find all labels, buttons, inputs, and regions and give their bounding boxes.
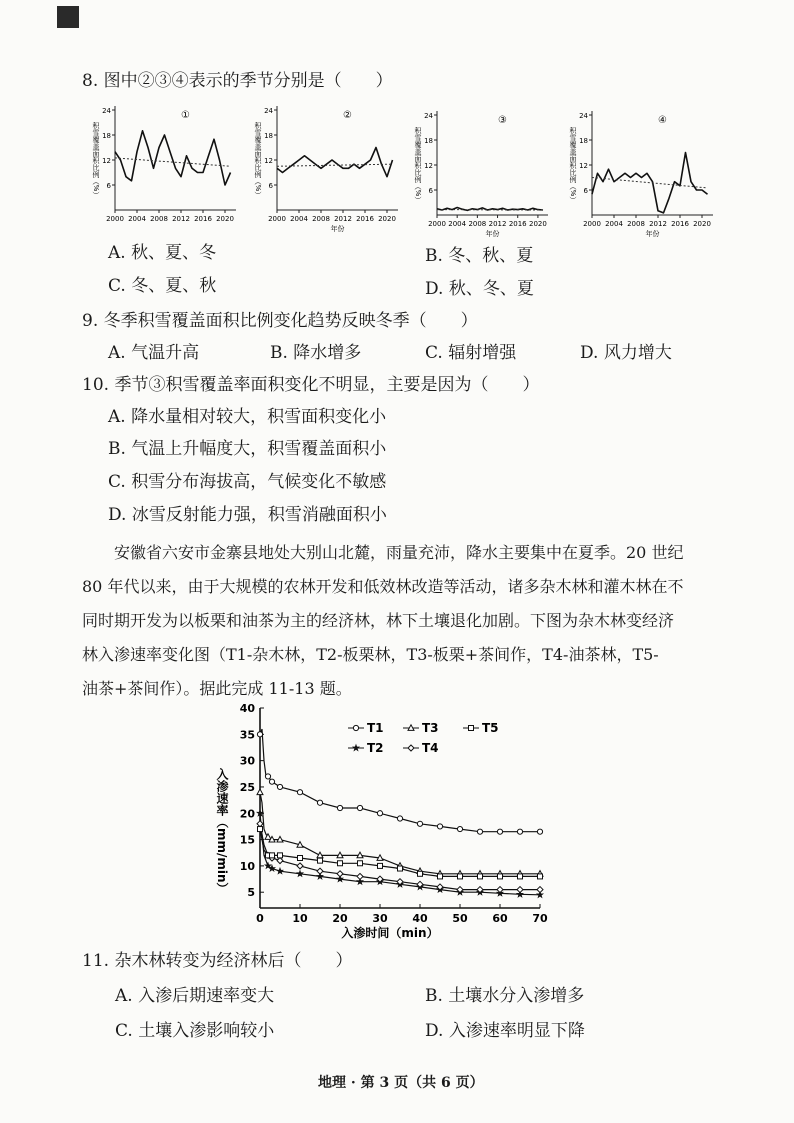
- data-point-t5: [398, 866, 403, 871]
- panel-label: ④: [658, 115, 667, 126]
- data-point-t1: [517, 829, 522, 834]
- data-point-t5: [298, 856, 303, 861]
- y-axis-label: 入渗速率（mm/min）: [215, 768, 229, 895]
- data-point-t5: [438, 874, 443, 879]
- data-point-t5: [338, 861, 343, 866]
- x-tick-label: 70: [532, 912, 548, 925]
- page-footer: 地理 · 第 3 页（共 6 页）: [318, 1075, 484, 1091]
- y-tick-label: 30: [239, 754, 255, 768]
- reading-passage: [82, 536, 722, 706]
- series-line: [115, 131, 231, 185]
- x-tick-label: 2012: [334, 215, 352, 223]
- data-point-t4: [257, 821, 263, 827]
- x-axis-label: 年份: [330, 225, 345, 233]
- x-tick-label: 2000: [583, 220, 601, 228]
- data-point-t3: [257, 789, 263, 795]
- legend-marker: [408, 745, 414, 751]
- passage-line: 油茶+茶间作）。据此完成 11-13 题。: [82, 679, 352, 698]
- legend-label: T1: [367, 721, 384, 735]
- y-axis-label: 积雪覆盖面积比例（%）: [414, 126, 422, 204]
- data-point-t4: [317, 868, 323, 874]
- data-point-t5: [418, 871, 423, 876]
- q9-option-a[interactable]: A. 气温升高: [108, 343, 200, 363]
- y-tick-label: 20: [239, 807, 255, 821]
- data-point-t5: [278, 853, 283, 858]
- data-point-t1: [265, 774, 270, 779]
- x-axis-label: 入渗时间（min）: [341, 926, 439, 940]
- x-tick-label: 2008: [312, 215, 330, 223]
- y-tick-label: 12: [102, 157, 111, 165]
- x-tick-label: 2012: [488, 220, 507, 228]
- x-tick-label: 2016: [356, 215, 374, 223]
- q8-option-a[interactable]: A. 秋、夏、冬: [108, 243, 217, 263]
- x-tick-label: 2016: [194, 215, 212, 223]
- data-point-t1: [497, 829, 502, 834]
- data-point-t1: [457, 826, 462, 831]
- x-tick-label: 2020: [216, 215, 234, 223]
- passage-line: 80 年代以来，由于大规模的农林开发和低效林改造等活动，诸多杂木林和灌木林在不: [82, 577, 684, 596]
- y-tick-label: 35: [239, 728, 255, 742]
- legend-label: T3: [422, 721, 439, 735]
- data-point-t5: [258, 827, 263, 832]
- x-tick-label: 2004: [448, 220, 467, 228]
- y-tick-label: 24: [264, 107, 273, 115]
- x-tick-label: 2008: [468, 220, 487, 228]
- q9-option-b[interactable]: B. 降水增多: [270, 343, 362, 363]
- x-tick-label: 2004: [290, 215, 308, 223]
- y-tick-label: 15: [239, 833, 255, 847]
- legend-marker: [469, 726, 474, 731]
- data-point-t4: [517, 887, 523, 893]
- data-point-t1: [377, 811, 382, 816]
- data-point-t5: [318, 858, 323, 863]
- question-8-stem: 8. 图中②③④表示的季节分别是（ ）: [82, 71, 393, 91]
- data-point-t1: [277, 784, 282, 789]
- x-tick-label: 2000: [268, 215, 286, 223]
- y-tick-label: 12: [264, 157, 273, 165]
- y-tick-label: 18: [102, 132, 111, 140]
- data-point-t2: [277, 868, 283, 874]
- data-point-t5: [458, 874, 463, 879]
- q11-option-c[interactable]: C. 土壤入渗影响较小: [115, 1021, 275, 1041]
- y-tick-label: 40: [239, 702, 255, 715]
- q11-option-a[interactable]: A. 入渗后期速率变大: [115, 986, 275, 1006]
- question-10-stem: 10. 季节③积雪覆盖率面积变化不明显，主要是因为（ ）: [82, 375, 540, 395]
- legend-label: T5: [482, 721, 499, 735]
- data-point-t4: [337, 871, 343, 877]
- q10-option-d[interactable]: D. 冰雪反射能力强，积雪消融面积小: [108, 505, 387, 525]
- legend-marker: [353, 725, 358, 730]
- x-tick-label: 2000: [428, 220, 446, 228]
- x-axis-label: 年份: [645, 230, 660, 238]
- data-point-t1: [269, 779, 274, 784]
- panel-label: ③: [498, 115, 507, 126]
- y-tick-label: 24: [102, 107, 111, 115]
- x-tick-label: 2008: [627, 220, 645, 228]
- y-axis-label: 积雪覆盖面积比例（%）: [569, 126, 577, 204]
- data-point-t5: [478, 874, 483, 879]
- panel-label: ①: [181, 110, 190, 121]
- data-point-t1: [257, 732, 262, 737]
- x-tick-label: 30: [372, 912, 388, 925]
- question-11-stem: 11. 杂木林转变为经济林后（ ）: [82, 951, 353, 971]
- data-point-t1: [357, 805, 362, 810]
- data-point-t4: [277, 858, 283, 864]
- q8-option-d[interactable]: D. 秋、冬、夏: [425, 279, 534, 299]
- data-point-t1: [297, 790, 302, 795]
- x-tick-label: 2020: [693, 220, 711, 228]
- passage-line: 安徽省六安市金寨县地处大别山北麓，雨量充沛，降水主要集中在夏季。20 世纪: [82, 543, 684, 562]
- y-tick-label: 12: [579, 162, 588, 170]
- q9-option-d[interactable]: D. 风力增大: [580, 343, 672, 363]
- x-tick-label: 2004: [605, 220, 623, 228]
- infiltration-rate-chart: [210, 700, 560, 940]
- y-tick-label: 18: [424, 137, 433, 145]
- y-axis-label: 积雪覆盖面积比例（%）: [92, 121, 100, 199]
- y-tick-label: 18: [264, 132, 273, 140]
- data-point-t5: [538, 874, 543, 879]
- data-point-t1: [317, 800, 322, 805]
- passage-line: 林入渗速率变化图（T1-杂木林，T2-板栗林，T3-板栗+茶间作，T4-油茶林，T5-: [82, 645, 659, 664]
- q8-option-c[interactable]: C. 冬、夏、秋: [108, 276, 217, 296]
- q11-option-d[interactable]: D. 入渗速率明显下降: [425, 1021, 585, 1041]
- y-tick-label: 6: [268, 182, 273, 190]
- x-tick-label: 2020: [378, 215, 396, 223]
- data-point-t4: [357, 873, 363, 879]
- q11-option-b[interactable]: B. 土壤水分入渗增多: [425, 986, 585, 1006]
- x-tick-label: 10: [292, 912, 308, 925]
- x-tick-label: 0: [256, 912, 264, 925]
- legend-marker: [353, 745, 359, 751]
- data-point-t5: [270, 853, 275, 858]
- data-point-t4: [297, 863, 303, 869]
- data-point-t1: [417, 821, 422, 826]
- x-tick-label: 2008: [150, 215, 168, 223]
- data-point-t5: [378, 863, 383, 868]
- data-point-t1: [537, 829, 542, 834]
- snow-chart-1: [88, 100, 248, 228]
- x-tick-label: 60: [492, 912, 508, 925]
- y-tick-label: 6: [428, 187, 433, 195]
- x-tick-label: 2012: [172, 215, 190, 223]
- data-point-t1: [437, 824, 442, 829]
- data-point-t5: [498, 874, 503, 879]
- y-tick-label: 24: [424, 112, 433, 120]
- q10-option-a[interactable]: A. 降水量相对较大，积雪面积变化小: [108, 407, 387, 427]
- x-tick-label: 40: [412, 912, 428, 925]
- x-tick-label: 50: [452, 912, 468, 925]
- snow-chart-3: [410, 105, 560, 238]
- y-tick-label: 12: [424, 162, 433, 170]
- passage-line: 同时期开发为以板栗和油茶为主的经济林，林下土壤退化加剧。下图为杂木林变经济: [82, 611, 675, 630]
- series-line: [277, 148, 393, 177]
- y-tick-label: 25: [239, 780, 255, 794]
- y-tick-label: 18: [579, 137, 588, 145]
- data-point-t5: [358, 861, 363, 866]
- data-point-t1: [337, 805, 342, 810]
- scan-corner-mark: [57, 6, 79, 28]
- x-tick-label: 2016: [508, 220, 527, 228]
- question-9-stem: 9. 冬季积雪覆盖面积比例变化趋势反映冬季（ ）: [82, 311, 478, 331]
- x-tick-label: 20: [332, 912, 348, 925]
- x-tick-label: 2004: [128, 215, 146, 223]
- data-point-t5: [518, 874, 523, 879]
- data-point-t1: [477, 829, 482, 834]
- data-point-t4: [497, 887, 503, 893]
- x-tick-label: 2020: [528, 220, 547, 228]
- x-tick-label: 2000: [106, 215, 124, 223]
- data-point-t2: [297, 870, 303, 876]
- q10-option-b[interactable]: B. 气温上升幅度大，积雪覆盖面积小: [108, 439, 387, 459]
- y-tick-label: 6: [583, 187, 588, 195]
- q8-option-b[interactable]: B. 冬、秋、夏: [425, 246, 534, 266]
- x-tick-label: 2012: [649, 220, 667, 228]
- x-tick-label: 2016: [671, 220, 689, 228]
- data-point-t4: [537, 887, 543, 893]
- panel-label: ②: [343, 110, 352, 121]
- y-tick-label: 6: [106, 182, 111, 190]
- q10-option-c[interactable]: C. 积雪分布海拔高，气候变化不敏感: [108, 472, 387, 492]
- data-point-t1: [397, 816, 402, 821]
- x-axis-label: 年份: [485, 230, 500, 238]
- q9-option-c[interactable]: C. 辐射增强: [425, 343, 517, 363]
- y-axis-label: 积雪覆盖面积比例（%）: [254, 121, 262, 199]
- y-tick-label: 10: [239, 859, 255, 873]
- snow-chart-2: [250, 100, 410, 233]
- legend-label: T4: [422, 741, 439, 755]
- y-tick-label: 5: [247, 886, 255, 900]
- snow-chart-4: [565, 105, 725, 238]
- y-tick-label: 24: [579, 112, 588, 120]
- legend-label: T2: [367, 741, 384, 755]
